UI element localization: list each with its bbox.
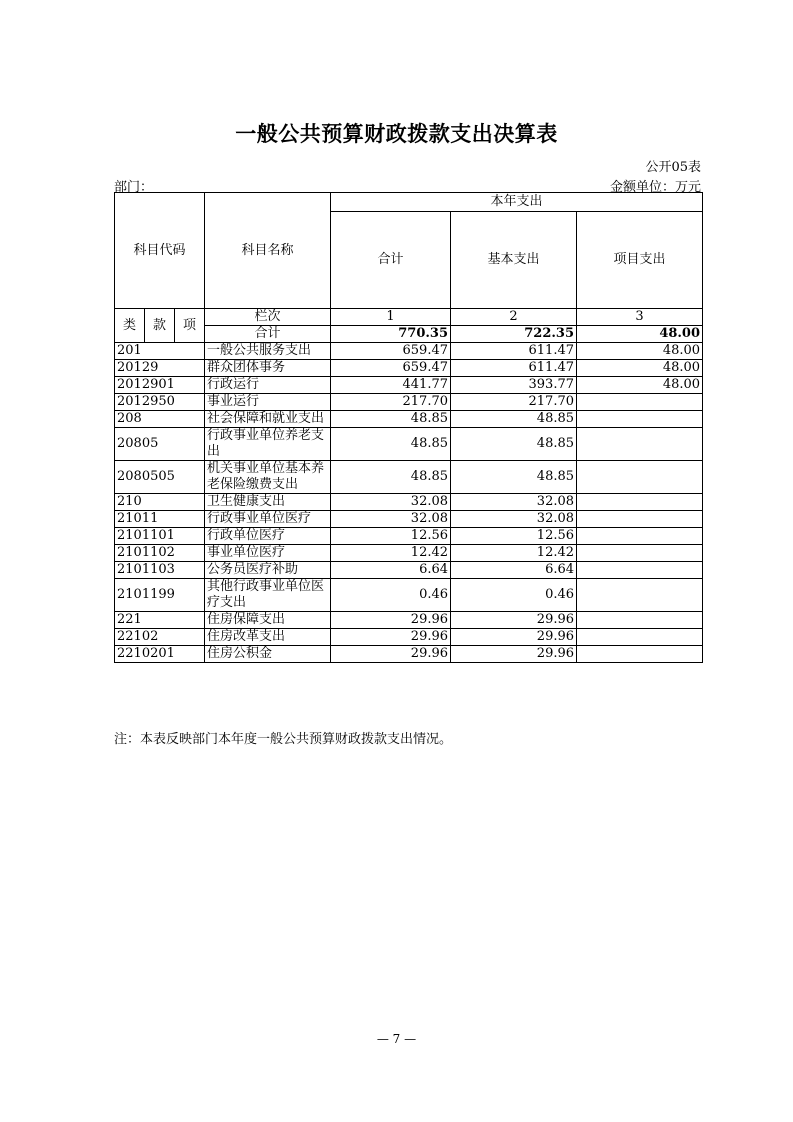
table-row (115, 494, 703, 511)
row-project (577, 528, 703, 545)
page-number: — 7 — (376, 1032, 417, 1046)
total-project: 48.00 (577, 326, 703, 343)
row-basic: 12.42 (451, 545, 577, 562)
row-basic: 48.85 (451, 411, 577, 428)
row-total: 32.08 (331, 494, 451, 511)
row-basic: 29.96 (451, 646, 577, 663)
header-col2: 2 (451, 309, 577, 326)
row-project (577, 428, 703, 461)
header-col1: 1 (331, 309, 451, 326)
row-basic: 29.96 (451, 612, 577, 629)
row-project (577, 411, 703, 428)
row-code: 201 (115, 343, 205, 360)
row-code: 2101199 (115, 579, 205, 612)
row-code: 21011 (115, 511, 205, 528)
header-subject-name: 科目名称 (205, 193, 331, 309)
row-total: 0.46 (331, 579, 451, 612)
row-name: 事业单位医疗 (205, 545, 331, 562)
row-project (577, 461, 703, 494)
table-code: 公开05表 (645, 160, 701, 175)
row-total: 12.56 (331, 528, 451, 545)
row-code: 210 (115, 494, 205, 511)
header-project: 项目支出 (577, 212, 703, 309)
row-code: 2012950 (115, 394, 205, 411)
table-row (115, 394, 703, 411)
row-code: 2101102 (115, 545, 205, 562)
row-basic: 32.08 (451, 494, 577, 511)
table-row (115, 646, 703, 663)
table-row (115, 461, 703, 494)
header-total: 合计 (331, 212, 451, 309)
row-total: 12.42 (331, 545, 451, 562)
header-basic: 基本支出 (451, 212, 577, 309)
row-basic: 29.96 (451, 629, 577, 646)
header-kuan: 款 (145, 309, 175, 343)
header-current-year: 本年支出 (331, 193, 703, 212)
row-name: 行政运行 (205, 377, 331, 394)
row-code: 2101101 (115, 528, 205, 545)
row-total: 659.47 (331, 343, 451, 360)
total-total: 770.35 (331, 326, 451, 343)
total-basic: 722.35 (451, 326, 577, 343)
row-project (577, 579, 703, 612)
row-basic: 393.77 (451, 377, 577, 394)
row-code: 2101103 (115, 562, 205, 579)
table-row (115, 511, 703, 528)
row-name: 行政事业单位医疗 (205, 511, 331, 528)
row-name: 一般公共服务支出 (205, 343, 331, 360)
row-basic: 48.85 (451, 428, 577, 461)
row-code: 2080505 (115, 461, 205, 494)
table-note: 注：本表反映部门本年度一般公共预算财政拨款支出情况。 (114, 732, 453, 747)
row-project (577, 562, 703, 579)
row-basic: 48.85 (451, 461, 577, 494)
row-code: 208 (115, 411, 205, 428)
row-total: 217.70 (331, 394, 451, 411)
row-name: 事业运行 (205, 394, 331, 411)
header-row-3 (115, 309, 703, 326)
row-total: 29.96 (331, 629, 451, 646)
row-project (577, 511, 703, 528)
row-project (577, 545, 703, 562)
table-row (115, 579, 703, 612)
table-row (115, 411, 703, 428)
row-name: 机关事业单位基本养老保险缴费支出 (205, 461, 331, 494)
row-project (577, 646, 703, 663)
header-col3: 3 (577, 309, 703, 326)
row-project: 48.00 (577, 360, 703, 377)
row-project (577, 494, 703, 511)
row-basic: 611.47 (451, 360, 577, 377)
row-total: 48.85 (331, 428, 451, 461)
total-label: 合计 (205, 326, 331, 343)
row-name: 住房改革支出 (205, 629, 331, 646)
row-code: 22102 (115, 629, 205, 646)
header-row-1 (115, 193, 703, 212)
row-project: 48.00 (577, 377, 703, 394)
row-basic: 6.64 (451, 562, 577, 579)
row-name: 其他行政事业单位医疗支出 (205, 579, 331, 612)
table-row (115, 360, 703, 377)
row-total: 32.08 (331, 511, 451, 528)
department-label: 部门： (114, 180, 154, 195)
row-name: 住房公积金 (205, 646, 331, 663)
header-xiang: 项 (175, 309, 205, 343)
row-total: 29.96 (331, 646, 451, 663)
row-project (577, 629, 703, 646)
row-total: 48.85 (331, 411, 451, 428)
row-name: 行政事业单位养老支出 (205, 428, 331, 461)
unit-label: 金额单位：万元 (609, 180, 701, 195)
row-code: 221 (115, 612, 205, 629)
table-row (115, 562, 703, 579)
row-basic: 0.46 (451, 579, 577, 612)
row-total: 29.96 (331, 612, 451, 629)
header-subject-code: 科目代码 (115, 193, 205, 309)
row-name: 卫生健康支出 (205, 494, 331, 511)
row-name: 公务员医疗补助 (205, 562, 331, 579)
row-total: 6.64 (331, 562, 451, 579)
row-basic: 611.47 (451, 343, 577, 360)
row-name: 住房保障支出 (205, 612, 331, 629)
row-basic: 217.70 (451, 394, 577, 411)
row-name: 社会保障和就业支出 (205, 411, 331, 428)
row-total: 441.77 (331, 377, 451, 394)
table-row (115, 528, 703, 545)
row-project (577, 612, 703, 629)
row-total: 659.47 (331, 360, 451, 377)
row-code: 2210201 (115, 646, 205, 663)
page-title: 一般公共预算财政拨款支出决算表 (235, 122, 558, 146)
table-row (115, 612, 703, 629)
table-row (115, 343, 703, 360)
header-lei: 类 (115, 309, 145, 343)
expenditure-table (114, 192, 703, 663)
row-code: 20129 (115, 360, 205, 377)
row-basic: 32.08 (451, 511, 577, 528)
row-name: 行政单位医疗 (205, 528, 331, 545)
row-project: 48.00 (577, 343, 703, 360)
row-code: 2012901 (115, 377, 205, 394)
header-column-no: 栏次 (205, 309, 331, 326)
row-total: 48.85 (331, 461, 451, 494)
row-basic: 12.56 (451, 528, 577, 545)
table-row (115, 428, 703, 461)
table-row (115, 629, 703, 646)
row-name: 群众团体事务 (205, 360, 331, 377)
table-row (115, 377, 703, 394)
table-row (115, 545, 703, 562)
row-code: 20805 (115, 428, 205, 461)
row-project (577, 394, 703, 411)
